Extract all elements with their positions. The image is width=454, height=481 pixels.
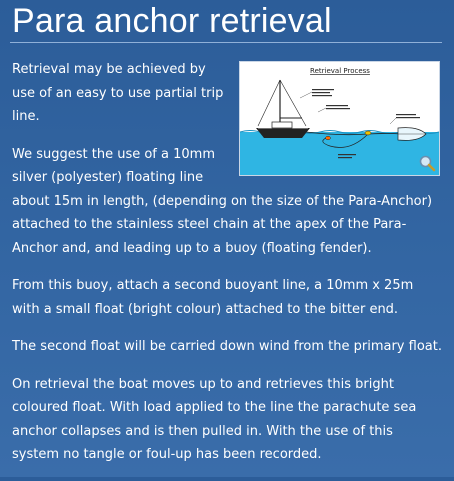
paragraph-3: From this buoy, attach a second buoyant line, a 10mm x 25m with a small float (bright colour) attached to the bitter end. — [12, 278, 414, 317]
title-divider — [10, 42, 442, 43]
paragraph-2: We suggest the use of a 10mm silver (polyester) floating line about 15m in length, (depending on the size of the Para-Anchor) attached to the stainless steel chain at the apex of the Para-Anchor and, and leading up to a buoy (floating fender). — [12, 146, 433, 256]
retrieval-process-figure[interactable] — [239, 61, 440, 176]
magnifier-zoom-icon[interactable] — [418, 154, 436, 172]
paragraph-5: On retrieval the boat moves up to and retrieves this bright coloured float. With load applied to the line the parachute sea anchor collapses and is then pulled in. With the use of this system no tangle or foul-up has been recorded. — [12, 376, 417, 462]
page-title: Para anchor retrieval — [12, 2, 332, 40]
paragraph-1: Retrieval may be achieved by use of an easy to use partial trip line. — [12, 62, 224, 124]
article-body — [12, 58, 442, 481]
paragraph-4: The second float will be carried down wind from the primary float. — [12, 339, 442, 354]
figure-caption: Retrieval Process — [310, 67, 370, 75]
retrieval-diagram — [240, 62, 439, 175]
